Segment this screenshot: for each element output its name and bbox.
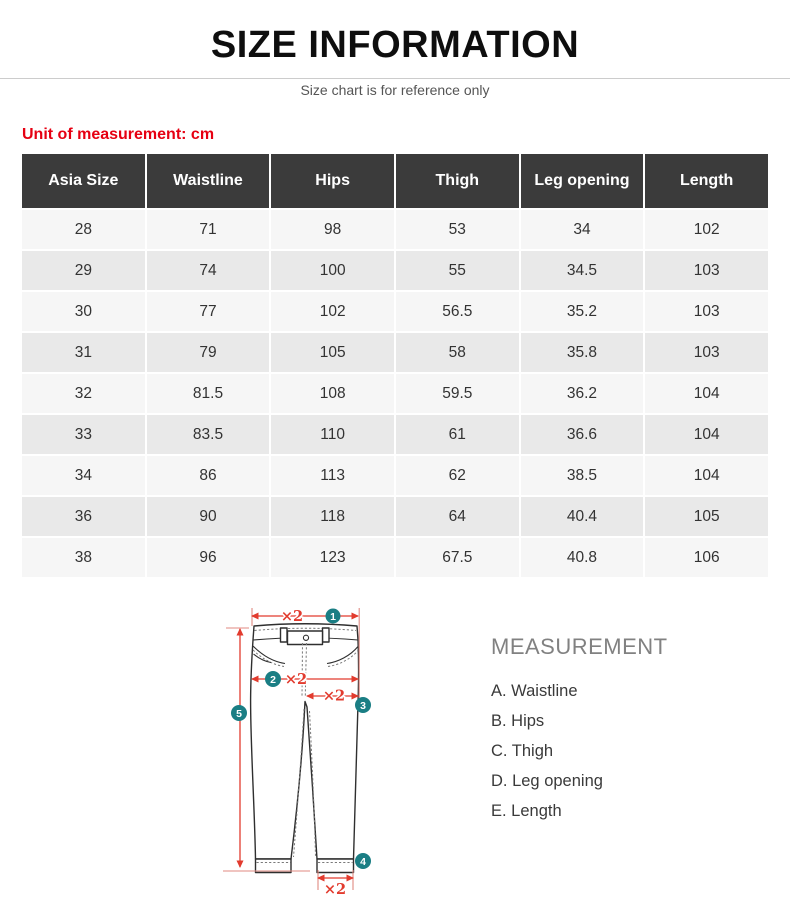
- table-cell: 110: [271, 415, 394, 454]
- table-cell: 123: [271, 538, 394, 577]
- legend-item-length: E. Length: [491, 802, 562, 820]
- table-row: [22, 538, 768, 577]
- table-cell: 62: [396, 456, 519, 495]
- table-cell: 29: [22, 251, 145, 290]
- table-cell: 56.5: [396, 292, 519, 331]
- badge-1-number: 1: [330, 610, 336, 623]
- badge-1: [326, 609, 341, 624]
- header-row: [22, 154, 768, 208]
- table-cell: 106: [645, 538, 768, 577]
- table-cell: 102: [271, 292, 394, 331]
- belt-loop-left: [281, 628, 288, 642]
- badge-2-number: 2: [270, 673, 276, 686]
- table-row: [22, 497, 768, 536]
- table-cell: 79: [147, 333, 270, 372]
- table-cell: 102: [645, 210, 768, 249]
- table-cell: 35.8: [521, 333, 644, 372]
- badge-4: [355, 853, 371, 869]
- table-cell: 36.2: [521, 374, 644, 413]
- table-cell: 31: [22, 333, 145, 372]
- page-title: SIZE INFORMATION: [210, 24, 580, 66]
- size-table-header: [22, 154, 768, 208]
- table-cell: 38: [22, 538, 145, 577]
- table-cell: 81.5: [147, 374, 270, 413]
- waist-button: [303, 635, 308, 640]
- table-cell: 105: [645, 497, 768, 536]
- jeans-outline: [251, 624, 359, 873]
- table-row: [22, 210, 768, 249]
- table-cell: 64: [396, 497, 519, 536]
- table-cell: 118: [271, 497, 394, 536]
- col-header-hips: Hips: [271, 154, 394, 208]
- table-cell: 103: [645, 251, 768, 290]
- table-cell: 90: [147, 497, 270, 536]
- table-cell: 103: [645, 333, 768, 372]
- table-cell: 33: [22, 415, 145, 454]
- table-cell: 35.2: [521, 292, 644, 331]
- table-cell: 103: [645, 292, 768, 331]
- legend-item-hips: B. Hips: [491, 712, 545, 730]
- table-row: [22, 333, 768, 372]
- table-cell: 86: [147, 456, 270, 495]
- measurement-legend: [491, 634, 668, 826]
- table-cell: 71: [147, 210, 270, 249]
- belt-loop-right: [323, 628, 330, 642]
- badge-4-number: 4: [360, 855, 366, 868]
- table-cell: 53: [396, 210, 519, 249]
- badge-5-number: 5: [236, 707, 242, 720]
- table-cell: 36: [22, 497, 145, 536]
- table-cell: 105: [271, 333, 394, 372]
- col-header-length: Length: [645, 154, 768, 208]
- table-cell: 36.6: [521, 415, 644, 454]
- table-cell: 67.5: [396, 538, 519, 577]
- unit-note: Unit of measurement: cm: [22, 126, 215, 143]
- table-row: [22, 374, 768, 413]
- badge-3: [355, 697, 371, 713]
- table-cell: 74: [147, 251, 270, 290]
- table-cell: 40.4: [521, 497, 644, 536]
- legend-items: [491, 676, 668, 826]
- leg-opening-multiplier: ×2: [323, 881, 347, 898]
- table-cell: 100: [271, 251, 394, 290]
- table-cell: 96: [147, 538, 270, 577]
- table-cell: 61: [396, 415, 519, 454]
- table-cell: 113: [271, 456, 394, 495]
- page-subtitle: Size chart is for reference only: [300, 82, 490, 98]
- table-cell: 98: [271, 210, 394, 249]
- table-row: [22, 415, 768, 454]
- table-row: [22, 251, 768, 290]
- col-header-asia-size: Asia Size: [22, 154, 145, 208]
- table-cell: 77: [147, 292, 270, 331]
- table-cell: 38.5: [521, 456, 644, 495]
- col-header-thigh: Thigh: [396, 154, 519, 208]
- table-cell: 40.8: [521, 538, 644, 577]
- badge-3-number: 3: [360, 699, 366, 712]
- right-cuff: [317, 859, 354, 873]
- waistline-multiplier: ×2: [280, 608, 304, 625]
- col-header-waistline: Waistline: [147, 154, 270, 208]
- divider: [0, 78, 790, 79]
- table-cell: 30: [22, 292, 145, 331]
- table-row: [22, 456, 768, 495]
- size-table: [20, 152, 770, 579]
- size-table-body: [22, 210, 768, 577]
- col-header-leg-opening: Leg opening: [521, 154, 644, 208]
- table-cell: 34: [22, 456, 145, 495]
- legend-item-thigh: C. Thigh: [491, 742, 554, 760]
- table-cell: 104: [645, 374, 768, 413]
- table-cell: 108: [271, 374, 394, 413]
- legend-title: MEASUREMENT: [491, 634, 668, 659]
- legend-item-leg-opening: D. Leg opening: [491, 772, 603, 790]
- thigh-multiplier: ×2: [322, 687, 346, 705]
- table-cell: 83.5: [147, 415, 270, 454]
- table-cell: 34: [521, 210, 644, 249]
- table-row: [22, 292, 768, 331]
- table-cell: 59.5: [396, 374, 519, 413]
- table-cell: 104: [645, 415, 768, 454]
- legend-item-waistline: A. Waistline: [491, 682, 578, 700]
- jeans-measurement-diagram: [170, 595, 500, 915]
- table-cell: 32: [22, 374, 145, 413]
- table-cell: 34.5: [521, 251, 644, 290]
- table-cell: 28: [22, 210, 145, 249]
- table-cell: 55: [396, 251, 519, 290]
- badge-2: [265, 671, 281, 687]
- table-cell: 58: [396, 333, 519, 372]
- table-cell: 104: [645, 456, 768, 495]
- badge-5: [231, 705, 247, 721]
- hips-multiplier: ×2: [284, 671, 308, 688]
